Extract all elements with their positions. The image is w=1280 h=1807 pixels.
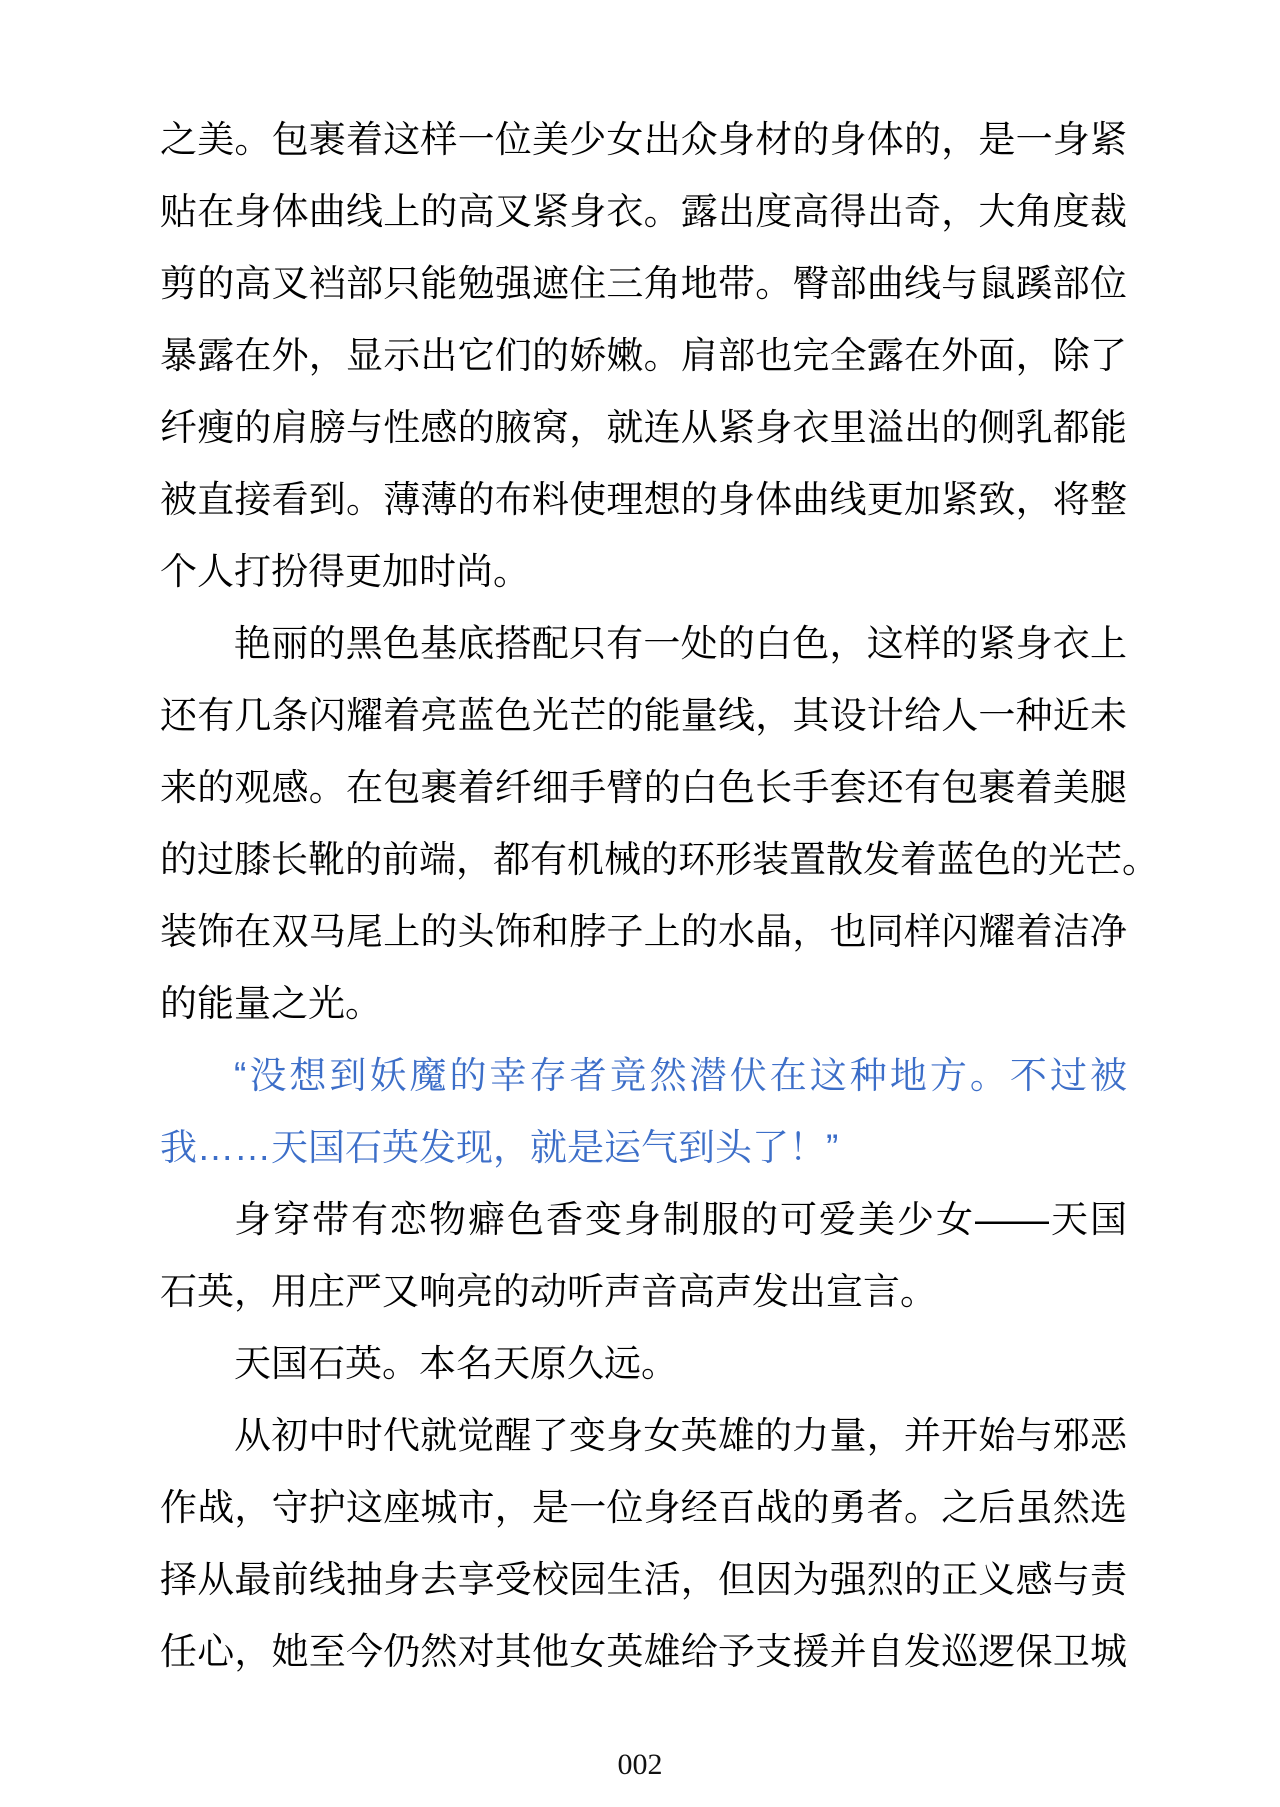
text-line: 我……天国石英发现，就是运气到头了！” — [160, 1127, 839, 1168]
text-line: 艳丽的黑色基底搭配只有一处的白色，这样的紧身衣上 — [234, 623, 1127, 664]
text-line: 来的观感。在包裹着纤细手臂的白色长手套还有包裹着美腿 — [160, 767, 1127, 808]
paragraph — [160, 104, 1127, 608]
page-number: 002 — [617, 1748, 663, 1781]
text-line: 的能量之光。 — [160, 983, 382, 1024]
dialogue-paragraph — [160, 1040, 1127, 1184]
text-line: 个人打扮得更加时尚。 — [160, 551, 530, 592]
text-line: 任心，她至今仍然对其他女英雄给予支援并自发巡逻保卫城 — [160, 1631, 1127, 1672]
text-line: 作战，守护这座城市，是一位身经百战的勇者。之后虽然选 — [160, 1487, 1127, 1528]
text-line: 还有几条闪耀着亮蓝色光芒的能量线，其设计给人一种近未 — [160, 695, 1127, 736]
text-line: 择从最前线抽身去享受校园生活，但因为强烈的正义感与责 — [160, 1559, 1127, 1600]
text-line: 纤瘦的肩膀与性感的腋窝，就连从紧身衣里溢出的侧乳都能 — [160, 407, 1127, 448]
paragraph — [160, 1184, 1127, 1328]
paragraph — [160, 1400, 1127, 1688]
text-line: 天国石英。本名天原久远。 — [234, 1343, 678, 1384]
text-line: 贴在身体曲线上的高叉紧身衣。露出度高得出奇，大角度裁 — [160, 191, 1127, 232]
text-line: 剪的高叉裆部只能勉强遮住三角地带。臀部曲线与鼠蹊部位 — [160, 263, 1127, 304]
text-line: “没想到妖魔的幸存者竟然潜伏在这种地方。不过被 — [234, 1055, 1127, 1096]
text-line: 之美。包裹着这样一位美少女出众身材的身体的，是一身紧 — [160, 119, 1127, 160]
text-line: 被直接看到。薄薄的布料使理想的身体曲线更加紧致，将整 — [160, 479, 1127, 520]
paragraph — [160, 608, 1159, 1040]
text-line: 的过膝长靴的前端，都有机械的环形装置散发着蓝色的光芒。 — [160, 839, 1159, 880]
text-line: 身穿带有恋物癖色香变身制服的可爱美少女——天国 — [234, 1199, 1127, 1240]
page-footer — [0, 1748, 1280, 1782]
reading-text — [160, 104, 1159, 1688]
text-line: 暴露在外，显示出它们的娇嫩。肩部也完全露在外面，除了 — [160, 335, 1127, 376]
text-line: 从初中时代就觉醒了变身女英雄的力量，并开始与邪恶 — [234, 1415, 1127, 1456]
paragraph — [160, 1328, 1127, 1400]
text-line: 装饰在双马尾上的头饰和脖子上的水晶，也同样闪耀着洁净 — [160, 911, 1127, 952]
text-line: 石英，用庄严又响亮的动听声音高声发出宣言。 — [160, 1271, 937, 1312]
